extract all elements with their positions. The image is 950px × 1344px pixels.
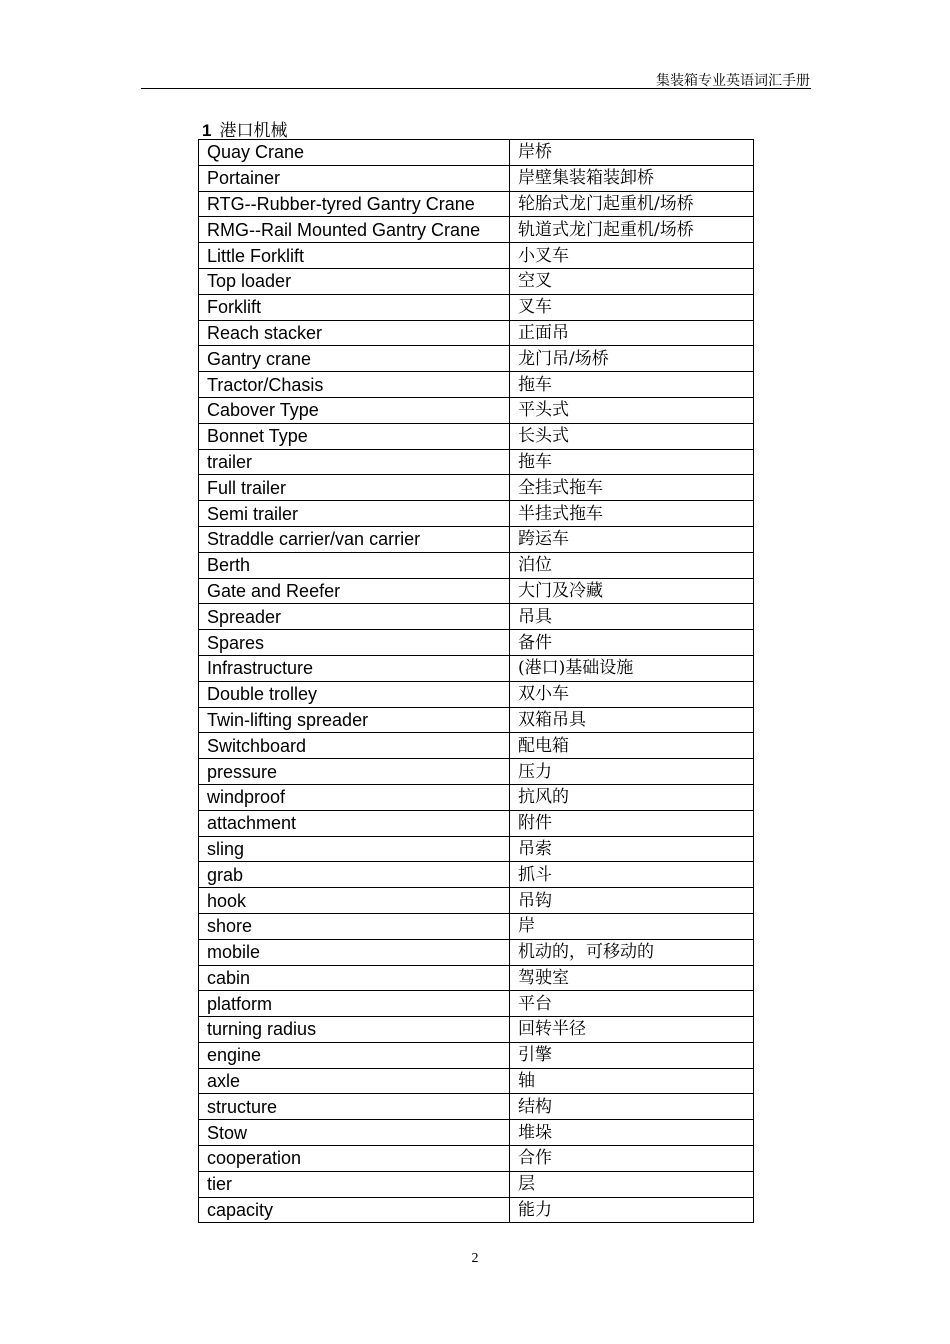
term-chinese: (港口)基础设施	[510, 655, 754, 681]
term-english: Full trailer	[199, 475, 510, 501]
term-chinese: 抓斗	[510, 862, 754, 888]
table-row	[199, 836, 754, 862]
term-english: capacity	[199, 1197, 510, 1223]
term-chinese: 拖车	[510, 372, 754, 398]
table-row	[199, 1171, 754, 1197]
table-row	[199, 1094, 754, 1120]
page-number: 2	[471, 1251, 479, 1266]
term-chinese: 压力	[510, 759, 754, 785]
table-row	[199, 552, 754, 578]
term-chinese: 双箱吊具	[510, 707, 754, 733]
term-chinese: 半挂式拖车	[510, 501, 754, 527]
term-english: attachment	[199, 810, 510, 836]
table-row	[199, 784, 754, 810]
term-chinese: 平台	[510, 991, 754, 1017]
term-chinese: 驾驶室	[510, 965, 754, 991]
section-number: 1	[202, 121, 212, 140]
table-row	[199, 913, 754, 939]
table-row	[199, 501, 754, 527]
term-chinese: 吊具	[510, 604, 754, 630]
term-chinese: 结构	[510, 1094, 754, 1120]
term-english: cabin	[199, 965, 510, 991]
table-row	[199, 243, 754, 269]
term-chinese: 拖车	[510, 449, 754, 475]
term-chinese: 正面吊	[510, 320, 754, 346]
term-chinese: 堆垛	[510, 1120, 754, 1146]
header-rule	[141, 88, 811, 89]
term-english: Gantry crane	[199, 346, 510, 372]
term-english: RMG--Rail Mounted Gantry Crane	[199, 217, 510, 243]
term-chinese: 长头式	[510, 423, 754, 449]
term-chinese: 配电箱	[510, 733, 754, 759]
table-row	[199, 320, 754, 346]
table-row	[199, 140, 754, 166]
term-english: Portainer	[199, 165, 510, 191]
table-row	[199, 707, 754, 733]
term-english: windproof	[199, 784, 510, 810]
table-row	[199, 862, 754, 888]
term-english: Twin-lifting spreader	[199, 707, 510, 733]
term-chinese: 机动的，可移动的	[510, 939, 754, 965]
table-row	[199, 475, 754, 501]
term-chinese: 平头式	[510, 397, 754, 423]
term-english: Stow	[199, 1120, 510, 1146]
term-chinese: 能力	[510, 1197, 754, 1223]
term-chinese: 岸	[510, 913, 754, 939]
table-row	[199, 191, 754, 217]
term-chinese: 大门及冷藏	[510, 578, 754, 604]
term-chinese: 轨道式龙门起重机/场桥	[510, 217, 754, 243]
table-row	[199, 449, 754, 475]
table-row	[199, 681, 754, 707]
term-chinese: 轮胎式龙门起重机/场桥	[510, 191, 754, 217]
term-chinese: 吊钩	[510, 888, 754, 914]
term-english: Tractor/Chasis	[199, 372, 510, 398]
term-chinese: 全挂式拖车	[510, 475, 754, 501]
term-english: sling	[199, 836, 510, 862]
vocabulary-table	[198, 139, 754, 1223]
table-row	[199, 630, 754, 656]
table-row	[199, 294, 754, 320]
term-english: tier	[199, 1171, 510, 1197]
term-english: Bonnet Type	[199, 423, 510, 449]
table-row	[199, 733, 754, 759]
term-chinese: 轴	[510, 1068, 754, 1094]
table-row	[199, 397, 754, 423]
section-title: 港口机械	[219, 121, 288, 141]
table-row	[199, 1017, 754, 1043]
table-row	[199, 759, 754, 785]
table-row	[199, 423, 754, 449]
term-english: trailer	[199, 449, 510, 475]
term-english: Cabover Type	[199, 397, 510, 423]
table-row	[199, 346, 754, 372]
table-row	[199, 939, 754, 965]
vocabulary-table-body	[199, 140, 754, 1223]
table-row	[199, 268, 754, 294]
term-english: RTG--Rubber-tyred Gantry Crane	[199, 191, 510, 217]
term-english: Reach stacker	[199, 320, 510, 346]
term-english: Top loader	[199, 268, 510, 294]
term-chinese: 泊位	[510, 552, 754, 578]
term-chinese: 吊索	[510, 836, 754, 862]
term-chinese: 合作	[510, 1146, 754, 1172]
term-english: axle	[199, 1068, 510, 1094]
term-english: Spreader	[199, 604, 510, 630]
table-row	[199, 991, 754, 1017]
term-chinese: 抗风的	[510, 784, 754, 810]
table-row	[199, 526, 754, 552]
term-chinese: 小叉车	[510, 243, 754, 269]
term-english: cooperation	[199, 1146, 510, 1172]
term-chinese: 叉车	[510, 294, 754, 320]
term-english: grab	[199, 862, 510, 888]
term-chinese: 岸壁集装箱装卸桥	[510, 165, 754, 191]
table-row	[199, 1042, 754, 1068]
table-row	[199, 1120, 754, 1146]
section-heading	[202, 116, 287, 141]
term-english: hook	[199, 888, 510, 914]
term-chinese: 附件	[510, 810, 754, 836]
term-english: Quay Crane	[199, 140, 510, 166]
term-english: pressure	[199, 759, 510, 785]
table-row	[199, 578, 754, 604]
term-english: Little Forklift	[199, 243, 510, 269]
term-english: shore	[199, 913, 510, 939]
term-chinese: 岸桥	[510, 140, 754, 166]
term-english: turning radius	[199, 1017, 510, 1043]
term-chinese: 龙门吊/场桥	[510, 346, 754, 372]
table-row	[199, 1068, 754, 1094]
table-row	[199, 965, 754, 991]
term-english: engine	[199, 1042, 510, 1068]
table-row	[199, 810, 754, 836]
term-english: Berth	[199, 552, 510, 578]
term-english: Semi trailer	[199, 501, 510, 527]
table-row	[199, 1146, 754, 1172]
term-english: Infrastructure	[199, 655, 510, 681]
table-row	[199, 604, 754, 630]
table-row	[199, 217, 754, 243]
term-chinese: 空叉	[510, 268, 754, 294]
table-row	[199, 1197, 754, 1223]
term-english: mobile	[199, 939, 510, 965]
term-english: Switchboard	[199, 733, 510, 759]
term-chinese: 引擎	[510, 1042, 754, 1068]
table-row	[199, 655, 754, 681]
term-english: Forklift	[199, 294, 510, 320]
table-row	[199, 372, 754, 398]
term-english: Gate and Reefer	[199, 578, 510, 604]
term-english: Straddle carrier/van carrier	[199, 526, 510, 552]
term-english: platform	[199, 991, 510, 1017]
term-chinese: 层	[510, 1171, 754, 1197]
term-chinese: 回转半径	[510, 1017, 754, 1043]
running-header-title: 集装箱专业英语词汇手册	[656, 73, 810, 89]
table-row	[199, 888, 754, 914]
term-english: structure	[199, 1094, 510, 1120]
term-english: Double trolley	[199, 681, 510, 707]
term-english: Spares	[199, 630, 510, 656]
term-chinese: 备件	[510, 630, 754, 656]
term-chinese: 跨运车	[510, 526, 754, 552]
table-row	[199, 165, 754, 191]
term-chinese: 双小车	[510, 681, 754, 707]
